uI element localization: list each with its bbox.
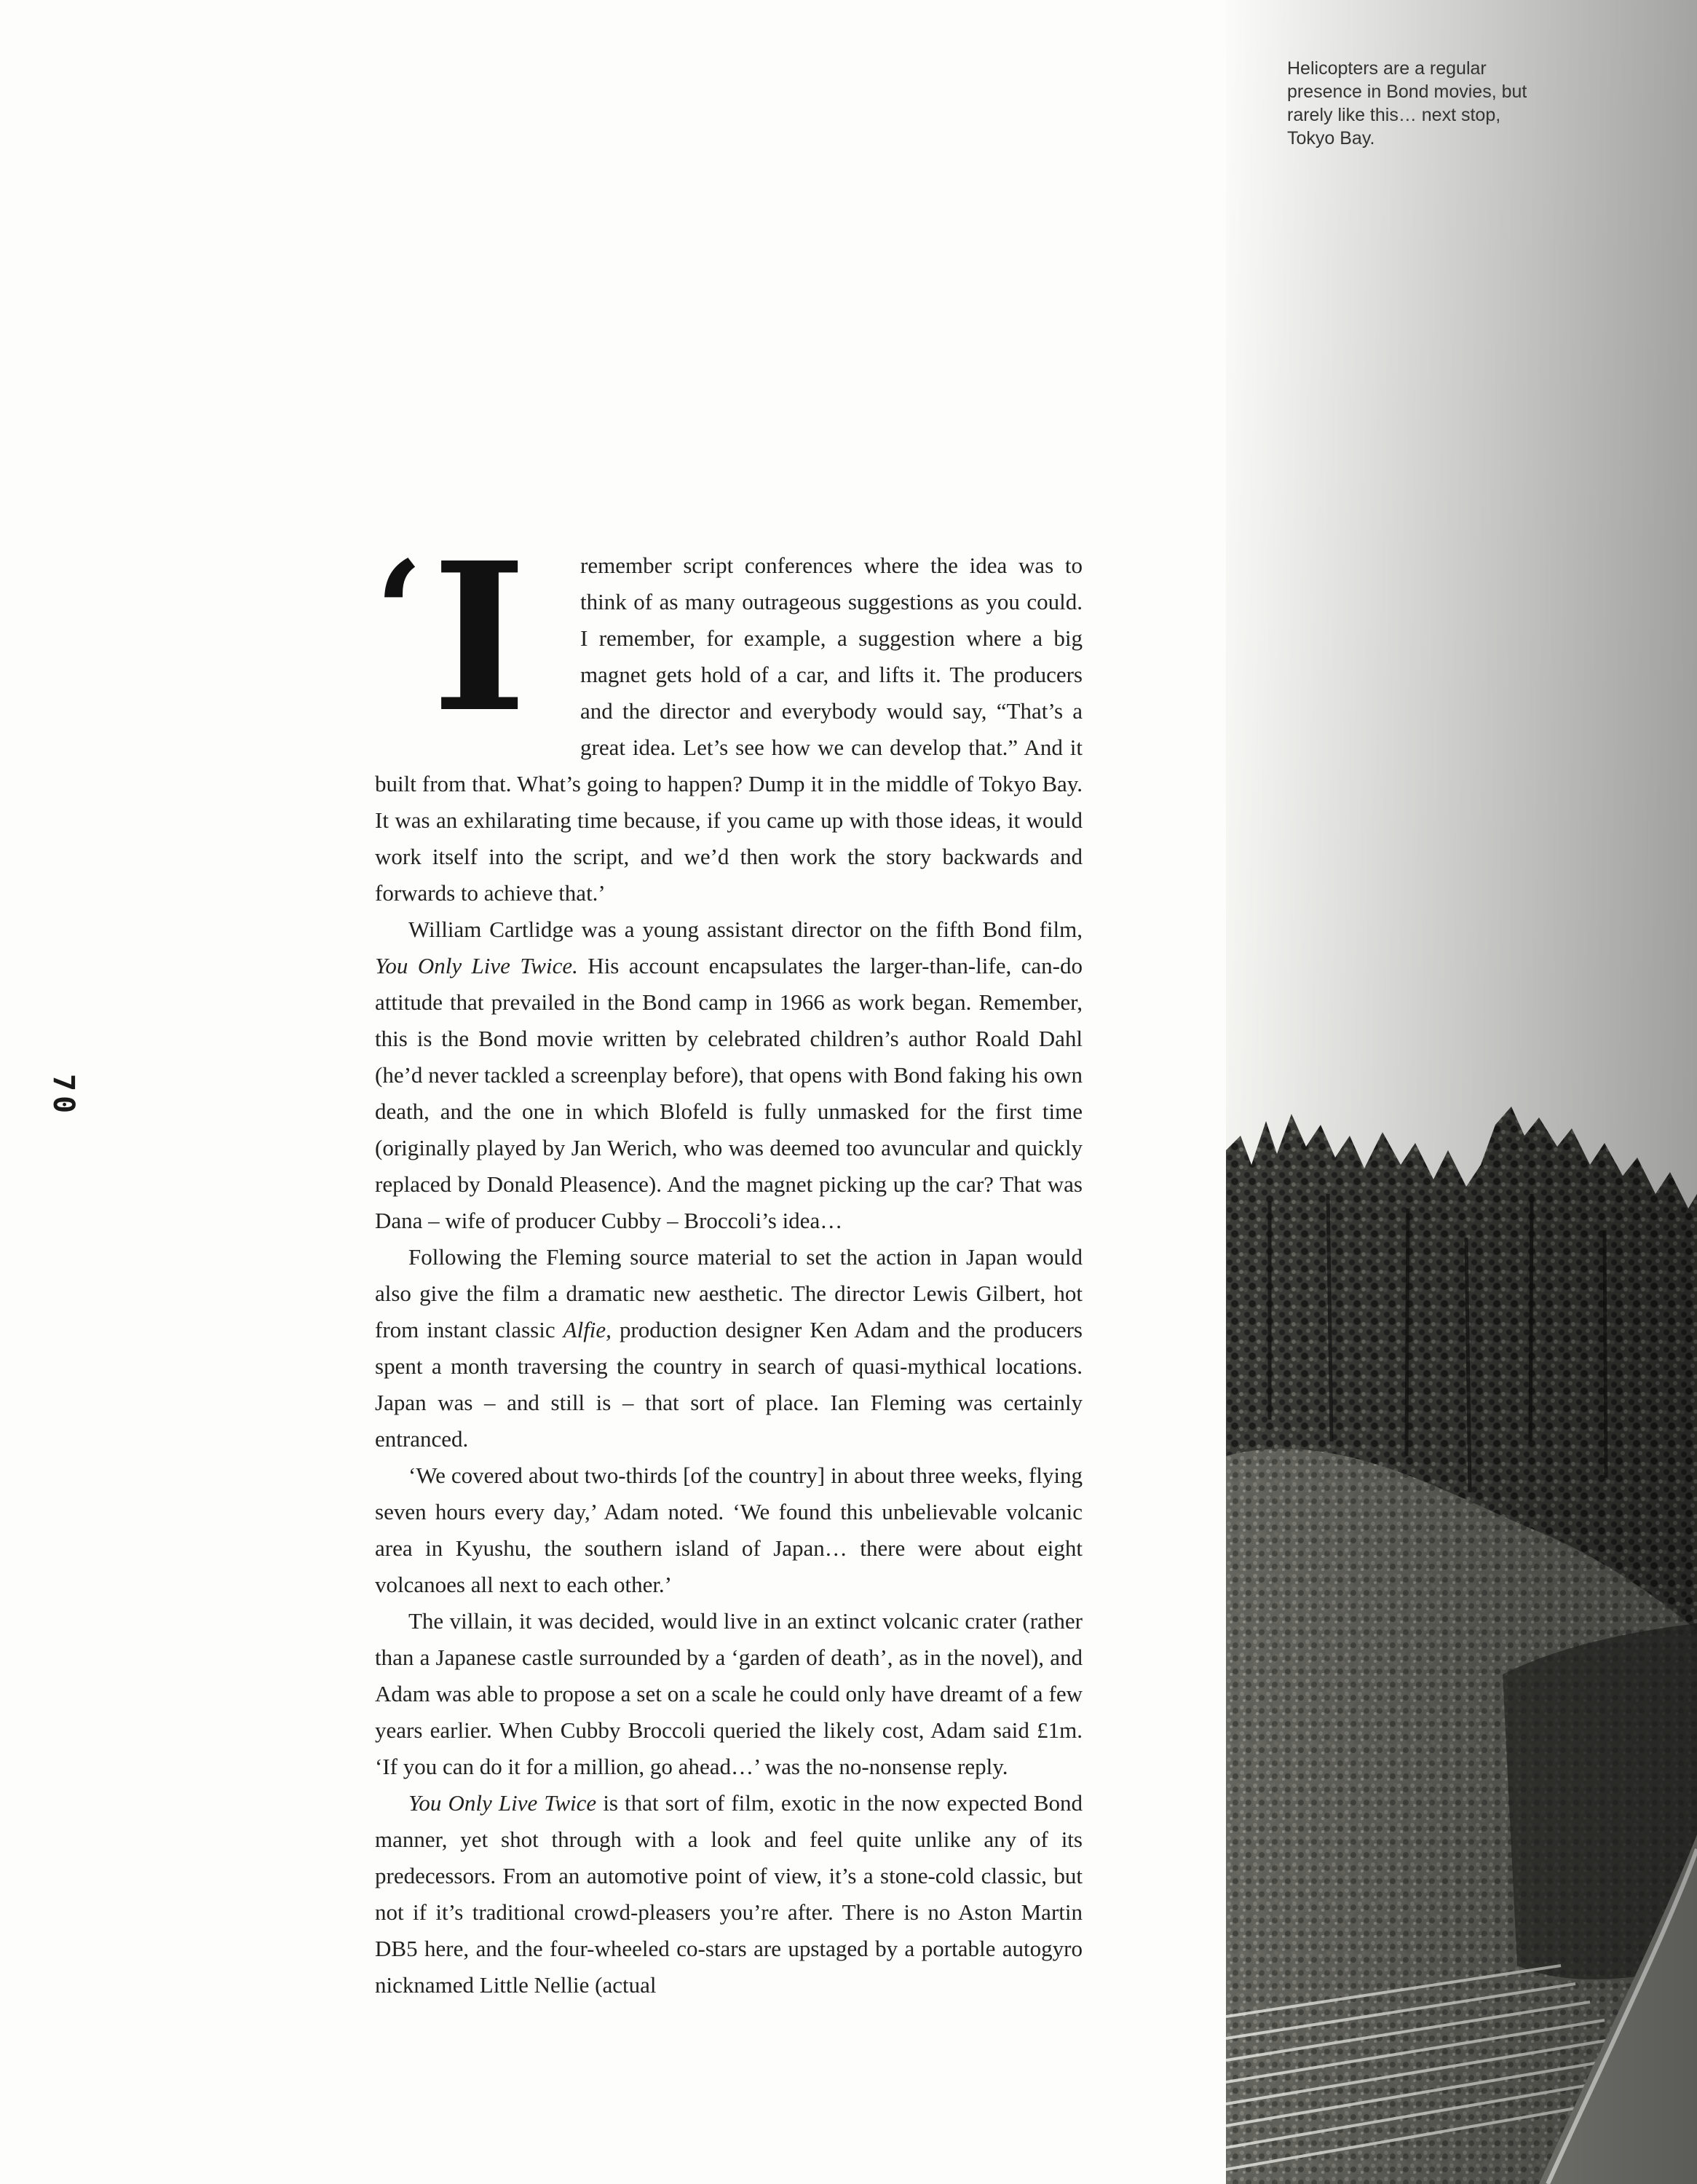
article-paragraph: [375, 518, 1083, 911]
article-paragraph: [375, 1457, 1083, 1603]
film-title: You Only Live Twice.: [375, 953, 578, 978]
article-paragraph: [375, 1785, 1083, 2003]
paragraph-text: ‘We covered about two-thirds [of the country] in about three weeks, flying seven hours every day,’ Adam noted. ‘We found this unbelievable volcanic area in Kyushu, the southern island of Japan… there were about eight volcanoes all next to each other.’: [375, 1463, 1083, 1597]
paragraph-text: production designer Ken Adam and the producers spent a month traversing the country in search of quasi-mythical locations. Japan was – and still is – that sort of place. Ian Fleming was certainly entranced.: [375, 1317, 1083, 1452]
article-paragraph: [375, 911, 1083, 1239]
paragraph-text: remember script conferences where the idea was to think of as many outrageous suggestions as you could. I remember, for example, a suggestion where a big magnet gets hold of a car, and lifts it. The producers and the director and everybody would say, “That’s a great idea. Let’s see how we can develop that.” And it built from that. What’s going to happen? Dump it in the middle of Tokyo Bay. It was an exhilarating time because, if you came up with those ideas, it would work itself into the script, and we’d then work the story backwards and forwards to achieve that.’: [375, 553, 1083, 906]
film-title: Alfie,: [563, 1317, 612, 1342]
paragraph-text: The villain, it was decided, would live in an extinct volcanic crater (rather than a Japanese castle surrounded by a ‘garden of death’, as in the novel), and Adam was able to propose a set on a scale he could only have dreamt of a few years earlier. When Cubby Broccoli queried the likely cost, Adam said £1m. ‘If you can do it for a million, go ahead…’ was the no-nonsense reply.: [375, 1608, 1083, 1779]
article-paragraph: [375, 1239, 1083, 1457]
paragraph-text: is that sort of film, exotic in the now expected Bond manner, yet shot through with a look and feel quite unlike any of its predecessors. From an automotive point of view, it’s a stone-cold classic, but not if it’s traditional crowd-pleasers you’re after. There is no Aston Martin DB5 here, and the four-wheeled co-stars are upstaged by a portable autogyro nicknamed Little Nellie (actual: [375, 1790, 1083, 1998]
film-title: You Only Live Twice: [408, 1790, 597, 1816]
photo-caption: Helicopters are a regular presence in Bond movies, but rarely like this… next stop, Tokyo Bay.: [1287, 58, 1527, 149]
drop-cap-quote: ‘: [375, 531, 424, 693]
page-number: 70: [47, 1074, 80, 1118]
article-body: [375, 518, 1083, 2003]
photo-panel: [1226, 0, 1697, 2184]
drop-cap: [375, 518, 571, 758]
drop-cap-letter: I: [432, 518, 527, 758]
paragraph-text: Following the Fleming source material to set the action in Japan would also give the film a dramatic new aesthetic. The director Lewis Gilbert, hot from instant classic: [375, 1244, 1083, 1342]
paragraph-text: William Cartlidge was a young assistant director on the fifth Bond film,: [408, 917, 1083, 942]
forest-road-photo: [1226, 0, 1697, 2184]
article-paragraph: [375, 1603, 1083, 1785]
paragraph-text: His account encapsulates the larger-than-life, can-do attitude that prevailed in the Bond camp in 1966 as work began. Remember, this is the Bond movie written by celebrated children’s author Roald Dahl (he’d never tackled a screenplay before), that opens with Bond faking his own death, and the one in which Blofeld is fully unmasked for the first time (originally played by Jan Werich, who was deemed too avuncular and quickly replaced by Donald Pleasence). And the magnet picking up the car? That was Dana – wife of producer Cubby – Broccoli’s idea…: [375, 953, 1083, 1233]
